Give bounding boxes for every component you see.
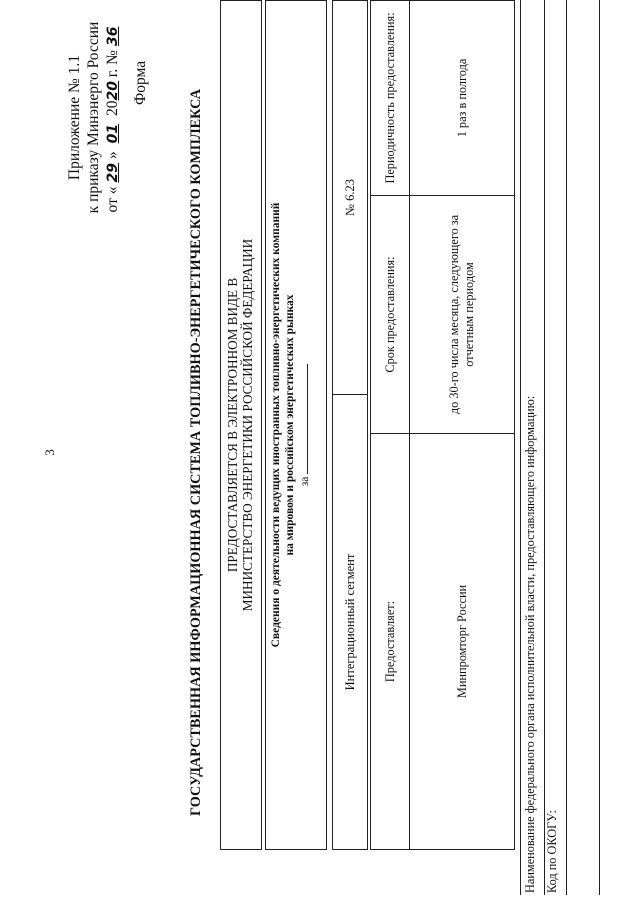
footer-fields [520,0,600,895]
handwritten-year: 20 [105,81,121,101]
frequency-column [371,1,514,196]
submitted-to-box [220,0,262,850]
deadline-column [371,196,514,434]
segment-value: № 6.23 [342,179,357,216]
approval-line-2: к приказу Минэнерго России [85,21,102,214]
segment-label: Интеграционный сегмент [333,394,367,849]
subject-line-1: Сведения о деятельности ведущих иностранных топливно-энергетических компаний [270,202,282,648]
period-blank-field[interactable] [297,364,308,474]
approval-line-1: Приложение № 1.1 [66,54,83,181]
submitted-to-line-2: МИНИСТЕРСТВО ЭНЕРГЕТИКИ РОССИЙСКОЙ ФЕДЕРАЦИИ [240,238,255,612]
subject-box [265,0,327,850]
provider-value: Минпромторг России [454,584,469,699]
deadline-header: Срок предоставления: [371,196,410,433]
reporting-period [297,1,313,849]
deadline-value: до 30-го числа месяца, следующего за отчетным периодом [447,214,476,415]
form-label: Форма [132,60,149,105]
okogu-code-field[interactable]: Код по ОКОГУ: [545,0,567,895]
handwritten-day: 29 [105,163,121,183]
provider-header: Предоставляет: [371,434,410,849]
frequency-value: 1 раз в полгода [454,58,469,138]
provider-column [371,434,514,849]
frequency-header: Периодичность предоставления: [371,1,410,195]
submitted-to-line-1: ПРЕДОСТАВЛЯЕТСЯ В ЭЛЕКТРОННОМ ВИДЕ В [225,277,240,573]
period-label: за [299,476,311,487]
approval-block [65,15,123,220]
subject-line-2: на мировом и российском энергетических рынках [283,294,296,556]
info-table [370,0,515,850]
handwritten-order-number: 36 [105,26,121,47]
page-number: 3 [42,449,57,456]
main-title: ГОСУДАРСТВЕННАЯ ИНФОРМАЦИОННАЯ СИСТЕМА ТОПЛИВНО-ЭНЕРГЕТИЧЕСКОГО КОМПЛЕКСА [188,89,204,816]
authority-name-field[interactable]: Наименование федерального органа исполнительной власти, предоставляющего информацию: [523,0,545,895]
integration-segment-row [332,0,368,850]
approval-date-line: от «29» 01 2020 г. №36 [103,15,123,220]
handwritten-month: 01 [105,123,121,144]
